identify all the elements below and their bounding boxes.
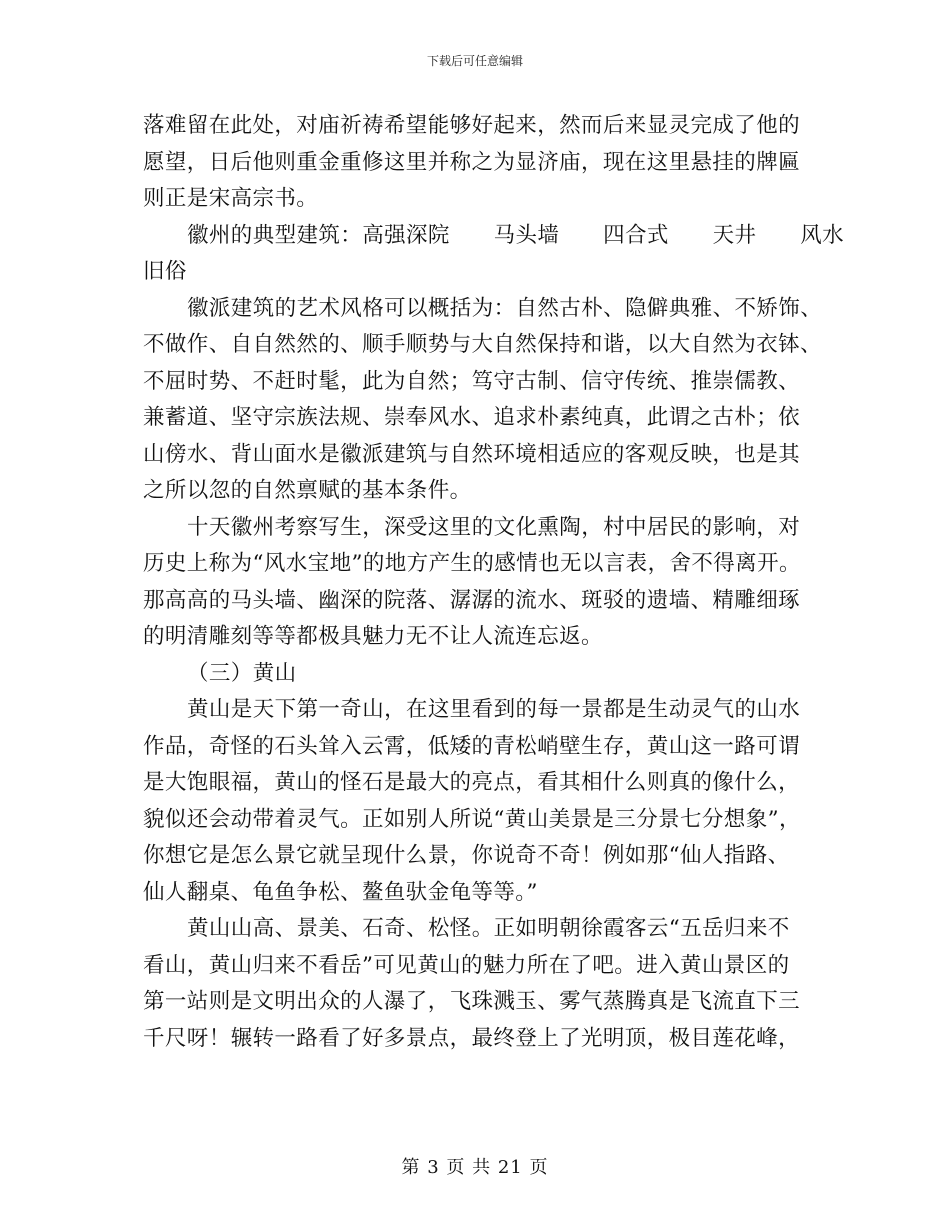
- text-line: 黄山山高、景美、石奇、松怪。正如明朝徐霞客云“五岳归来不: [187, 916, 790, 941]
- text-line: 的明清雕刻等等都极具魅力无不让人流连忘返。: [143, 624, 603, 649]
- text-line: 黄山是天下第一奇山，在这里看到的每一景都是生动灵气的山水: [187, 697, 801, 722]
- text-line: 兼蓄道、坚守宗族法规、崇奉风水、追求朴素纯真，此谓之古朴；依: [143, 405, 801, 430]
- text-line: 不做作、自自然然的、顺手顺势与大自然保持和谐，以大自然为衣钵、: [143, 332, 822, 357]
- text-line: 愿望，日后他则重金重修这里并称之为显济庙，现在这里悬挂的牌匾: [143, 149, 801, 175]
- text-line: 山傍水、背山面水是徽派建筑与自然环境相适应的客观反映，也是其: [143, 441, 801, 467]
- document-body: [143, 108, 845, 1057]
- page-number: 第 3 页 共 21 页: [401, 1157, 549, 1178]
- text-line: 是大饱眼福，黄山的怪石是最大的亮点，看其相什么则真的像什么，: [143, 770, 801, 795]
- paragraph: [143, 692, 811, 911]
- text-line: 作品，奇怪的石头耸入云霄，低矮的青松峭壁生存，黄山这一路可谓: [143, 733, 801, 759]
- text-line: 第一站则是文明出众的人瀑了，飞珠溅玉、雾气蒸腾真是飞流直下三: [143, 989, 801, 1014]
- paragraph: [143, 108, 811, 218]
- text-line: 看山，黄山归来不看岳”可见黄山的魅力所在了吧。进入黄山景区的: [143, 952, 790, 978]
- text-line: 十天徽州考察写生，深受这里的文化熏陶，村中居民的影响，对: [187, 514, 801, 540]
- paragraph: [143, 911, 811, 1057]
- text-line: 徽州的典型建筑：高强深院 马头墙 四合式 天井 风水: [187, 222, 845, 248]
- text-line: 则正是宋高宗书。: [143, 186, 319, 211]
- text-line: 历史上称为“风水宝地”的地方产生的感情也无以言表，舍不得离开。: [143, 551, 801, 576]
- page-header: 下载后可任意编辑: [426, 54, 523, 68]
- text-line: 徽派建筑的艺术风格可以概括为：自然古朴、隐僻典雅、不矫饰、: [187, 295, 823, 321]
- text-line: 之所以忽的自然禀赋的基本条件。: [143, 478, 472, 503]
- text-line: 那高高的马头墙、幽深的院落、潺潺的流水、斑驳的遗墙、精雕细琢: [143, 587, 801, 613]
- paragraph: [143, 291, 823, 510]
- text-line: （三）黄山: [187, 660, 297, 686]
- text-line: 千尺呀！辗转一路看了好多景点，最终登上了光明顶，极目莲花峰，: [143, 1025, 801, 1051]
- paragraph: [143, 218, 845, 291]
- text-line: 落难留在此处，对庙祈祷希望能够好起来，然而后来显灵完成了他的: [143, 113, 801, 138]
- text-line: 仙人翻桌、龟鱼争松、鳌鱼驮金龟等等。”: [143, 879, 538, 905]
- text-line: 貌似还会动带着灵气。正如别人所说“黄山美景是三分景七分想象”，: [143, 806, 801, 832]
- text-line: 旧俗: [143, 259, 187, 284]
- text-line: 不屈时势、不赶时髦，此为自然；笃守古制、信守传统、推崇儒教、: [143, 368, 801, 394]
- section-heading: [143, 656, 811, 693]
- paragraph: [143, 510, 811, 656]
- text-line: 你想它是怎么景它就呈现什么景，你说奇不奇！例如那“仙人指路、: [143, 843, 790, 868]
